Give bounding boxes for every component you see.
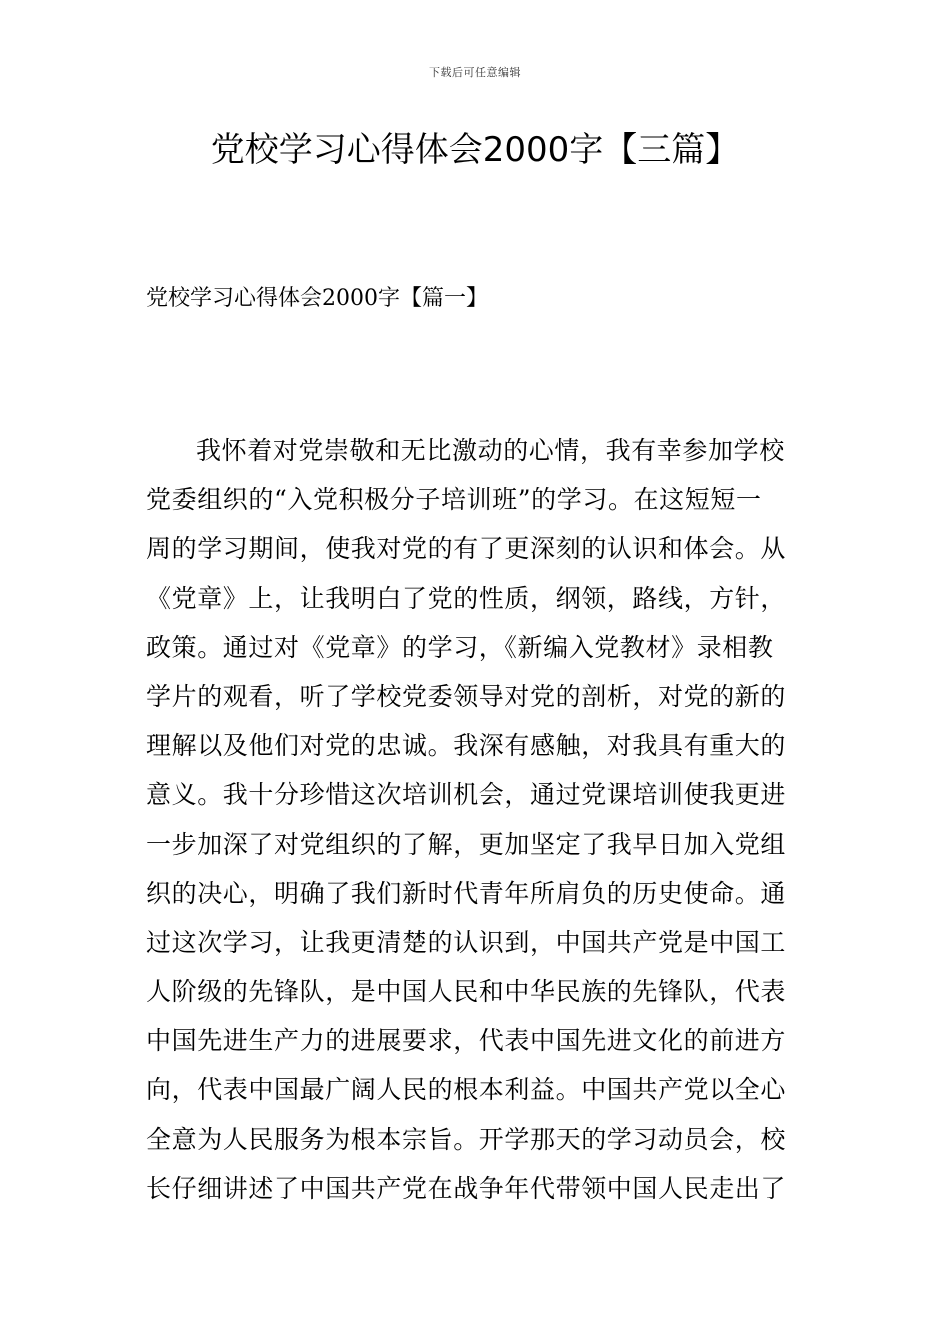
paragraph-line: 周的学习期间，使我对党的有了更深刻的认识和体会。从 — [146, 534, 787, 564]
header-note: 下载后可任意编辑 — [429, 66, 521, 79]
paragraph-line: 织的决心，明确了我们新时代青年所肩负的历史使命。通 — [146, 878, 787, 908]
paragraph-line: 一步加深了对党组织的了解，更加坚定了我早日加入党组 — [146, 829, 787, 859]
paragraph-line: 学片的观看，听了学校党委领导对党的剖析，对党的新的 — [146, 681, 787, 711]
body-paragraph — [146, 426, 806, 1213]
document-title: 党校学习心得体会2000字【三篇】 — [210, 130, 740, 170]
paragraph-line: 政策。通过对《党章》的学习，《新编入党教材》录相教 — [146, 632, 774, 662]
paragraph-line: 全意为人民服务为根本宗旨。开学那天的学习动员会，校 — [146, 1124, 787, 1154]
paragraph-line: 人阶级的先锋队，是中国人民和中华民族的先锋队，代表 — [146, 977, 787, 1007]
section-heading: 党校学习心得体会2000字【篇一】 — [146, 286, 488, 311]
paragraph-line: 长仔细讲述了中国共产党在战争年代带领中国人民走出了 — [146, 1173, 787, 1203]
paragraph-line: 理解以及他们对党的忠诚。我深有感触，对我具有重大的 — [146, 731, 787, 761]
paragraph-line: 过这次学习，让我更清楚的认识到，中国共产党是中国工 — [146, 927, 787, 957]
paragraph-line: 我怀着对党崇敬和无比激动的心情，我有幸参加学校 — [196, 436, 785, 465]
paragraph-line: 党委组织的“入党积极分子培训班”的学习。在这短短一 — [146, 485, 762, 515]
paragraph-line: 中国先进生产力的进展要求，代表中国先进文化的前进方 — [146, 1026, 787, 1056]
paragraph-line: 《党章》上，让我明白了党的性质，纲领，路线，方针， — [146, 583, 787, 613]
paragraph-line: 意义。我十分珍惜这次培训机会，通过党课培训使我更进 — [146, 780, 787, 810]
paragraph-line: 向，代表中国最广阔人民的根本利益。中国共产党以全心 — [146, 1075, 787, 1105]
